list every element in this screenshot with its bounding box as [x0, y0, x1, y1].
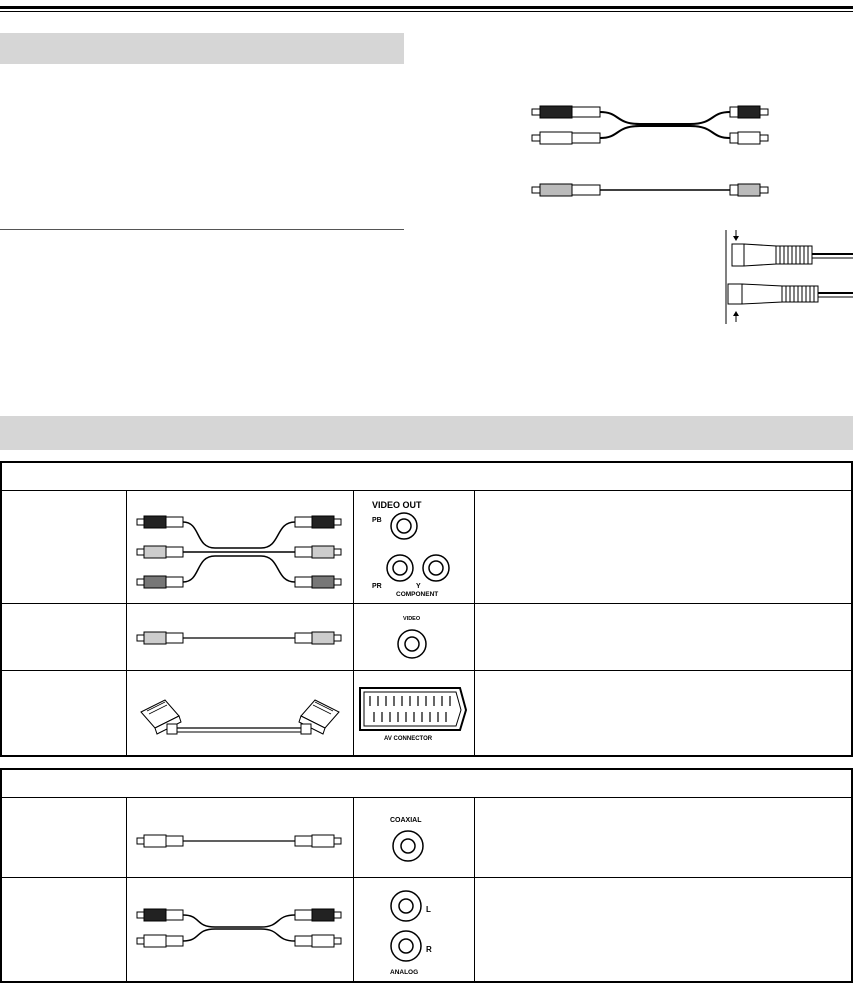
rca-stereo-cable-icon: [135, 903, 345, 953]
audio-col-divider-1: [126, 797, 127, 983]
jack-footer: ANALOG: [390, 969, 419, 976]
jack-header: VIDEO: [403, 616, 421, 622]
component-jack-panel: [360, 496, 468, 600]
page-top-rule: [0, 6, 853, 9]
jack-y: Y: [416, 583, 421, 590]
audio-table-header-divider: [0, 797, 853, 798]
analog-jack-panel: [372, 882, 452, 978]
coaxial-jack-panel: [370, 808, 450, 872]
section-heading-band: [0, 33, 404, 64]
jack-r: R: [426, 945, 432, 954]
jack-header: VIDEO OUT: [372, 500, 422, 510]
video-col-divider-3: [474, 490, 475, 757]
table-heading-band: [0, 416, 853, 450]
section-divider: [0, 229, 404, 230]
rca-jack-icon: [391, 513, 417, 539]
composite-cable-icon: [135, 628, 345, 648]
audio-col-divider-3: [474, 797, 475, 983]
video-col-divider-2: [353, 490, 354, 757]
video-table-header-divider: [0, 490, 853, 491]
scart-cable-icon: [135, 690, 345, 740]
jack-footer: AV CONNECTOR: [384, 736, 433, 742]
video-col-divider-1: [126, 490, 127, 757]
jack-footer: COMPONENT: [396, 591, 439, 598]
video-row-divider-1: [0, 603, 853, 604]
plug-insertion-icon: [716, 224, 853, 328]
rca-stereo-cable-icon: [530, 98, 780, 210]
video-row-divider-2: [0, 670, 853, 671]
rca-mono-cable-icon: [135, 831, 345, 851]
audio-col-divider-2: [353, 797, 354, 983]
audio-row-divider-1: [0, 877, 853, 878]
jack-l: L: [426, 905, 431, 914]
jack-pr: PR: [372, 583, 382, 590]
scart-jack-icon: [356, 680, 470, 742]
component-cable-icon: [135, 512, 345, 592]
page-top-rule-thin: [0, 11, 853, 12]
composite-jack-panel: [380, 610, 450, 666]
jack-pb: PB: [372, 517, 382, 524]
jack-header: COAXIAL: [390, 817, 422, 824]
